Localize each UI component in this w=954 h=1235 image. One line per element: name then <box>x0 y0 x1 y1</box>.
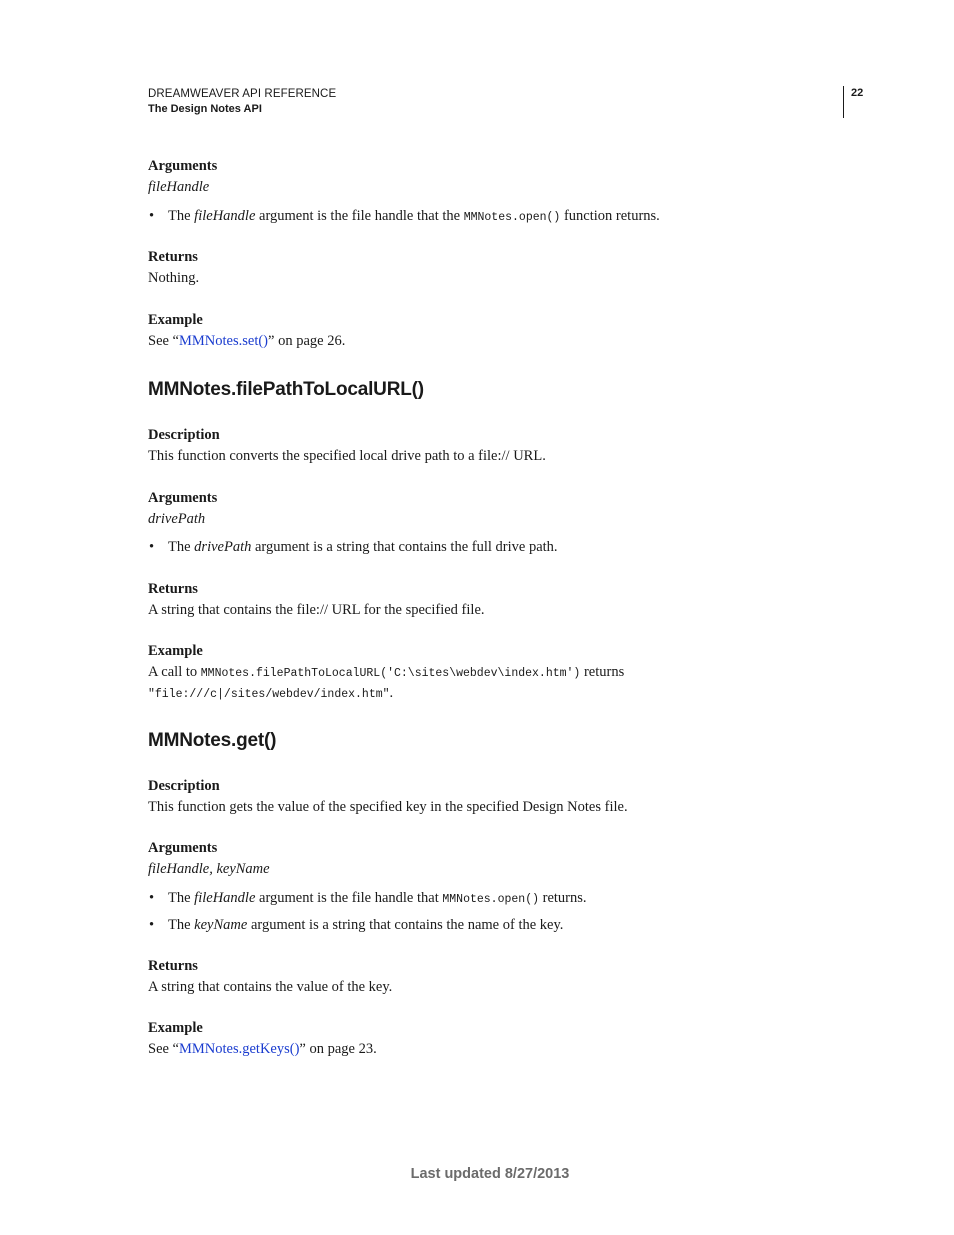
example-text: A call to MMNotes.filePathToLocalURL('C:\sites\webdev\index.htm') returns <box>148 664 625 680</box>
section-title: MMNotes.filePathToLocalURL() <box>148 379 424 400</box>
description-heading: Description <box>148 778 220 794</box>
book-title: DREAMWEAVER API REFERENCE <box>148 88 337 100</box>
bullet-icon: • <box>149 539 155 555</box>
mmnotes-getkeys-link[interactable]: MMNotes.getKeys() <box>179 1041 300 1057</box>
list-item: • The fileHandle argument is the file handle that the MMNotes.open() function returns. <box>149 208 660 224</box>
example-text: See “MMNotes.getKeys()” on page 23. <box>148 1041 377 1057</box>
arguments-heading: Arguments <box>148 840 218 856</box>
header-divider <box>843 86 844 118</box>
bullet-icon: • <box>149 208 155 224</box>
returns-value: A string that contains the file:// URL for the specified file. <box>148 602 485 618</box>
mmnotes-set-link[interactable]: MMNotes.set() <box>179 333 269 349</box>
page-number: 22 <box>851 87 864 99</box>
section-title: MMNotes.get() <box>148 730 277 751</box>
list-item: • The fileHandle argument is the file handle that MMNotes.open() returns. <box>149 890 587 906</box>
example-text: See “MMNotes.set()” on page 26. <box>148 333 346 349</box>
returns-value: A string that contains the value of the key. <box>148 979 393 995</box>
returns-value: Nothing. <box>148 270 200 286</box>
arguments-value: fileHandle, keyName <box>148 861 270 877</box>
description-value: This function converts the specified local drive path to a file:// URL. <box>148 448 546 464</box>
returns-heading: Returns <box>148 958 198 974</box>
arguments-heading: Arguments <box>148 490 218 506</box>
example-heading: Example <box>148 1020 203 1036</box>
list-item: • The keyName argument is a string that contains the name of the key. <box>149 917 564 933</box>
returns-heading: Returns <box>148 249 198 265</box>
description-value: This function gets the value of the specified key in the specified Design Notes file. <box>148 799 628 815</box>
returns-heading: Returns <box>148 581 198 597</box>
last-updated-footer: Last updated 8/27/2013 <box>410 1166 570 1182</box>
example-heading: Example <box>148 312 203 328</box>
example-text-continued: "file:///c|/sites/webdev/index.htm". <box>148 685 394 701</box>
chapter-title: The Design Notes API <box>148 103 262 115</box>
example-heading: Example <box>148 643 203 659</box>
bullet-icon: • <box>149 890 155 906</box>
arguments-heading: Arguments <box>148 158 218 174</box>
description-heading: Description <box>148 427 220 443</box>
arguments-value: drivePath <box>148 511 206 527</box>
bullet-icon: • <box>149 917 155 933</box>
list-item: • The drivePath argument is a string that contains the full drive path. <box>149 539 558 555</box>
arguments-value: fileHandle <box>148 179 210 195</box>
